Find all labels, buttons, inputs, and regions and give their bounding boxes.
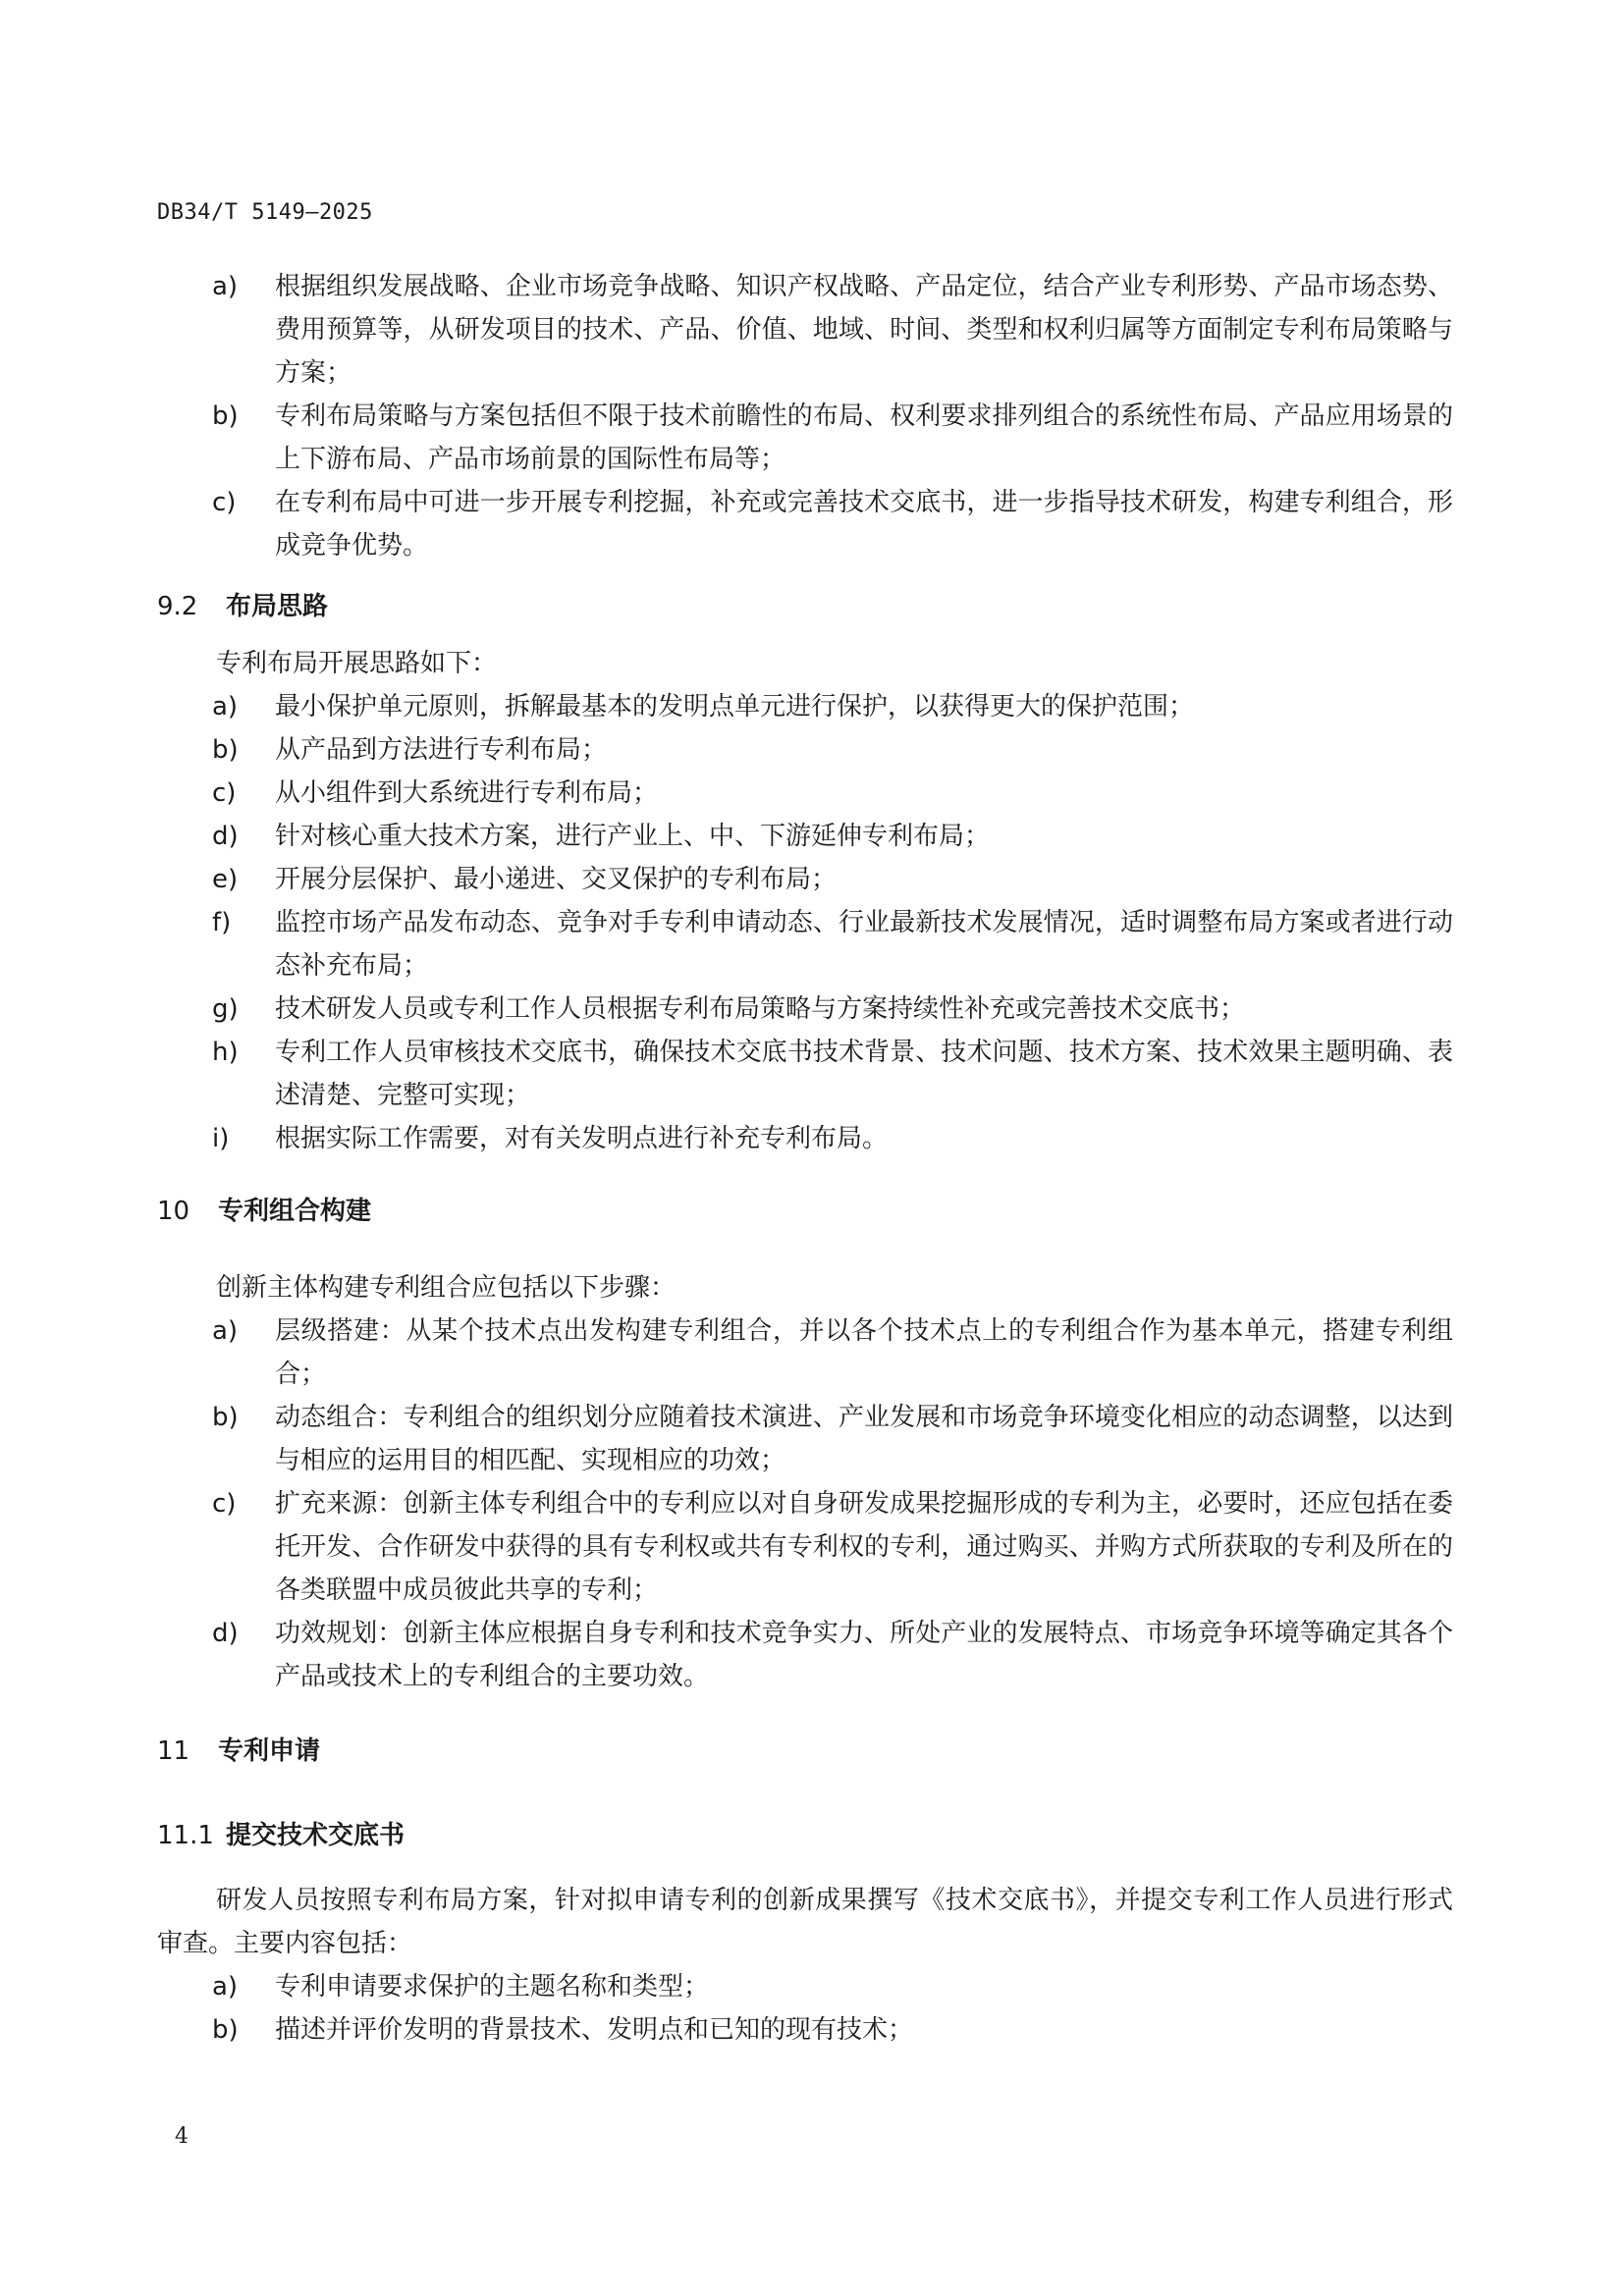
list-item-text: 在专利布局中可进一步开展专利挖掘，补充或完善技术交底书，进一步指导技术研发，构建专利组合，形成竞争优势。	[275, 488, 1453, 561]
standard-code: DB34/T 5149—2025	[157, 200, 373, 225]
section-number: 10	[157, 1197, 190, 1226]
list-item	[157, 772, 1453, 815]
list-marker: e)	[212, 865, 239, 894]
list-marker: c)	[212, 1489, 237, 1519]
section-number: 11.1	[157, 1821, 214, 1850]
list-item-text: 技术研发人员或专利工作人员根据专利布局策略与方案持续性补充或完善技术交底书；	[275, 994, 1246, 1024]
list-item-text: 根据实际工作需要，对有关发明点进行补充专利布局。	[275, 1124, 889, 1153]
list-item-text: 层级搭建：从某个技术点出发构建专利组合，并以各个技术点上的专利组合作为基本单元，搭建专利组合；	[275, 1316, 1453, 1389]
section-title: 专利申请	[218, 1736, 321, 1766]
list-marker: d)	[212, 1619, 239, 1648]
list-marker: g)	[212, 994, 239, 1024]
section-heading-10	[157, 1190, 1453, 1233]
section-number: 9.2	[157, 592, 198, 621]
section-number: 11	[157, 1736, 190, 1766]
list-marker: f)	[212, 908, 232, 937]
list-marker: c)	[212, 778, 237, 808]
list-marker: h)	[212, 1038, 239, 1067]
list-item	[157, 1117, 1453, 1160]
list-marker: b)	[212, 401, 239, 431]
list-item	[157, 1031, 1453, 1117]
list-item-text: 监控市场产品发布动态、竞争对手专利申请动态、行业最新技术发展情况，适时调整布局方案或者进行动态补充布局；	[275, 908, 1453, 981]
section-intro: 创新主体构建专利组合应包括以下步骤：	[216, 1273, 677, 1303]
section-title: 布局思路	[226, 592, 329, 621]
list-marker: b)	[212, 735, 239, 765]
list-marker: d)	[212, 822, 239, 851]
list-item-text: 专利工作人员审核技术交底书，确保技术交底书技术背景、技术问题、技术方案、技术效果主题明确、表述清楚、完整可实现；	[275, 1038, 1453, 1110]
list-marker: c)	[212, 488, 237, 517]
page-content	[157, 265, 1453, 2052]
list-item	[157, 1965, 1453, 2008]
list-item-text: 专利布局策略与方案包括但不限于技术前瞻性的布局、权利要求排列组合的系统性布局、产品应用场景的上下游布局、产品市场前景的国际性布局等；	[275, 401, 1453, 474]
section-title: 专利组合构建	[218, 1197, 372, 1226]
section-11-1-list	[157, 1965, 1453, 2052]
list-item	[157, 1612, 1453, 1698]
list-marker: a)	[212, 1316, 239, 1346]
list-marker: b)	[212, 2015, 239, 2045]
list-item-text: 针对核心重大技术方案，进行产业上、中、下游延伸专利布局；	[275, 822, 991, 851]
list-item	[157, 1396, 1453, 1482]
list-item	[157, 815, 1453, 858]
list-item-text: 描述并评价发明的背景技术、发明点和已知的现有技术；	[275, 2015, 914, 2045]
list-item	[157, 685, 1453, 728]
list-item	[157, 1482, 1453, 1612]
list-item-text: 从产品到方法进行专利布局；	[275, 735, 608, 765]
section-9-1-list	[157, 265, 1453, 567]
list-item	[157, 265, 1453, 395]
section-intro: 研发人员按照专利布局方案，针对拟申请专利的创新成果撰写《技术交底书》，并提交专利工作人员进行形式审查。主要内容包括：	[157, 1886, 1453, 1958]
list-item	[157, 2008, 1453, 2052]
section-heading-9-2	[157, 585, 1453, 628]
list-marker: a)	[212, 1972, 239, 2002]
list-marker: a)	[212, 692, 239, 721]
list-item	[157, 395, 1453, 481]
section-heading-11	[157, 1730, 1453, 1773]
section-9-2-list	[157, 685, 1453, 1160]
list-item	[157, 901, 1453, 988]
list-marker: b)	[212, 1403, 239, 1432]
section-10-list	[157, 1309, 1453, 1698]
list-marker: a)	[212, 272, 239, 301]
list-marker: i)	[212, 1124, 230, 1153]
list-item	[157, 988, 1453, 1031]
list-item	[157, 858, 1453, 901]
list-item	[157, 728, 1453, 772]
list-item-text: 开展分层保护、最小递进、交叉保护的专利布局；	[275, 865, 838, 894]
list-item-text: 专利申请要求保护的主题名称和类型；	[275, 1972, 710, 2002]
section-heading-11-1	[157, 1814, 1453, 1857]
list-item-text: 功效规划：创新主体应根据自身专利和技术竞争实力、所处产业的发展特点、市场竞争环境等确定其各个产品或技术上的专利组合的主要功效。	[275, 1619, 1453, 1691]
section-intro: 专利布局开展思路如下：	[216, 649, 498, 678]
list-item-text: 最小保护单元原则，拆解最基本的发明点单元进行保护，以获得更大的保护范围；	[275, 692, 1195, 721]
list-item-text: 动态组合：专利组合的组织划分应随着技术演进、产业发展和市场竞争环境变化相应的动态调整，以达到与相应的运用目的相匹配、实现相应的功效；	[275, 1403, 1453, 1475]
page-number: 4	[175, 2124, 189, 2149]
list-item	[157, 481, 1453, 567]
list-item-text: 扩充来源：创新主体专利组合中的专利应以对自身研发成果挖掘形成的专利为主，必要时，还应包括在委托开发、合作研发中获得的具有专利权或共有专利权的专利，通过购买、并购方式所获取的专利及所在的各类联盟中成员彼此共享的专利；	[275, 1489, 1453, 1605]
section-title: 提交技术交底书	[226, 1821, 406, 1850]
list-item-text: 从小组件到大系统进行专利布局；	[275, 778, 659, 808]
list-item-text: 根据组织发展战略、企业市场竞争战略、知识产权战略、产品定位，结合产业专利形势、产品市场态势、费用预算等，从研发项目的技术、产品、价值、地域、时间、类型和权利归属等方面制定专利布局策略与方案；	[275, 272, 1453, 388]
list-item	[157, 1309, 1453, 1396]
